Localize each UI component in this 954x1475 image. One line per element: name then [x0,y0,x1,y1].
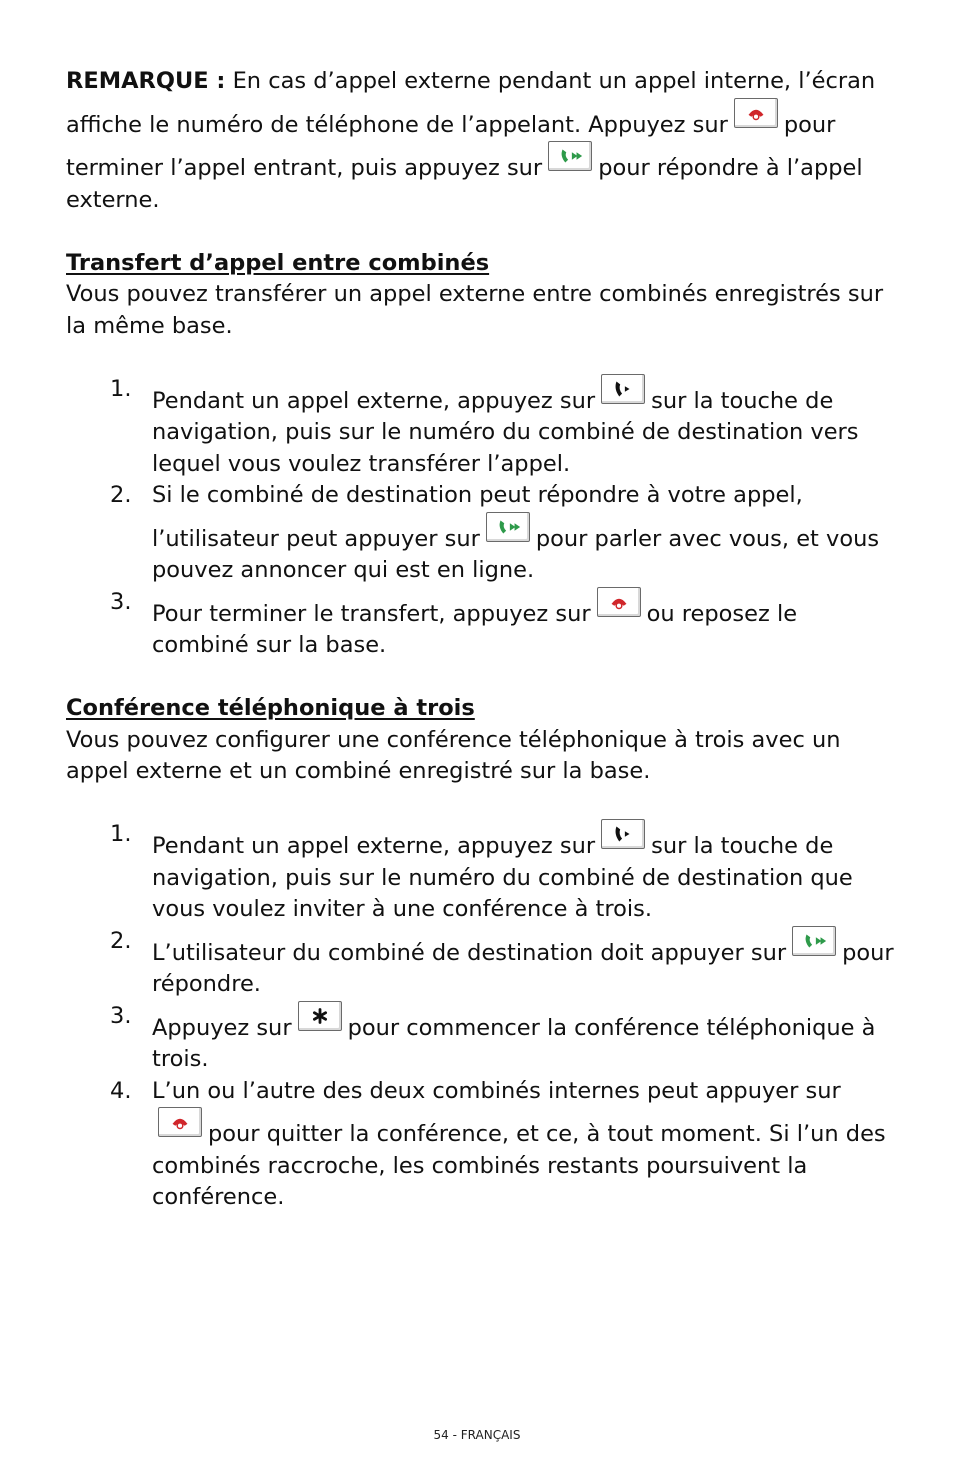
step-text: Pendant un appel externe, appuyez sur [152,387,596,414]
list-item [66,926,896,1001]
step-number: 1. [110,821,132,847]
step-text: L’un ou l’autre des deux combinés internes peut appuyer sur [152,1077,841,1104]
end-call-key-icon [734,98,778,128]
manual-page [66,66,896,1214]
step-text: Appuyez sur [152,1014,292,1041]
end-call-key-icon [158,1107,202,1137]
transfer-intro: Vous pouvez transférer un appel externe entre combinés enregistrés sur la même base. [66,281,884,339]
list-item [66,1001,896,1076]
step-text: L’utilisateur du combiné de destination doit appuyer sur [152,939,787,966]
conference-heading: Conférence téléphonique à trois [66,695,475,721]
step-number: 3. [110,588,132,615]
conference-steps [66,819,896,1214]
intercom-key-icon [601,374,645,404]
conference-intro: Vous pouvez configurer une conférence téléphonique à trois avec un appel externe et un combiné enregistré sur la base. [66,726,841,784]
list-item [66,587,896,662]
note-label: REMARQUE : [66,68,226,94]
step-number: 2. [110,482,132,508]
end-call-key-icon [597,587,641,617]
list-item [66,819,896,926]
note-text-3: pour répondre à l’appel externe. [66,155,863,213]
step-text: sur la touche de navigation, puis sur le numéro du combiné de destination vers lequel vous voulez transférer l’appel. [152,387,859,477]
step-text: Pour terminer le transfert, appuyez sur [152,600,591,627]
step-text: ou reposez le combiné sur la base. [152,600,798,658]
note-paragraph [66,66,896,216]
step-text: pour répondre. [152,939,894,997]
step-number: 4. [110,1077,132,1104]
page-footer: 54 - FRANÇAIS [433,1428,521,1442]
step-text: pour commencer la conférence téléphonique à trois. [152,1014,876,1072]
list-item [66,1076,896,1214]
step-text: sur la touche de navigation, puis sur le numéro du combiné de destination que vous voulez inviter à une conférence à trois. [152,833,853,922]
talk-key-icon [486,512,530,542]
step-text: pour parler avec vous, et vous pouvez annoncer qui est en ligne. [152,525,880,583]
list-item [66,480,896,587]
step-number: 2. [110,927,132,954]
star-key-icon [298,1001,342,1031]
list-item [66,374,896,481]
intercom-key-icon [601,819,645,849]
step-text: Si le combiné de destination peut répondre à votre appel, l’utilisateur peut appuyer sur [152,482,803,552]
step-number: 1. [110,375,132,402]
transfer-heading: Transfert d’appel entre combinés [66,249,490,276]
step-number: 3. [110,1002,132,1029]
note-text-1: En cas d’appel externe pendant un appel interne, l’écran affiche le numéro de téléphone de l’appelant. Appuyez sur [66,68,876,138]
transfer-steps [66,374,896,662]
step-text: pour quitter la conférence, et ce, à tout moment. Si l’un des combinés raccroche, les combinés restants poursuivent la conférence. [152,1121,886,1210]
talk-key-icon [792,926,836,956]
step-text: Pendant un appel externe, appuyez sur [152,833,596,859]
talk-key-icon [548,141,592,171]
note-text-2: pour terminer l’appel entrant, puis appuyez sur [66,111,836,181]
